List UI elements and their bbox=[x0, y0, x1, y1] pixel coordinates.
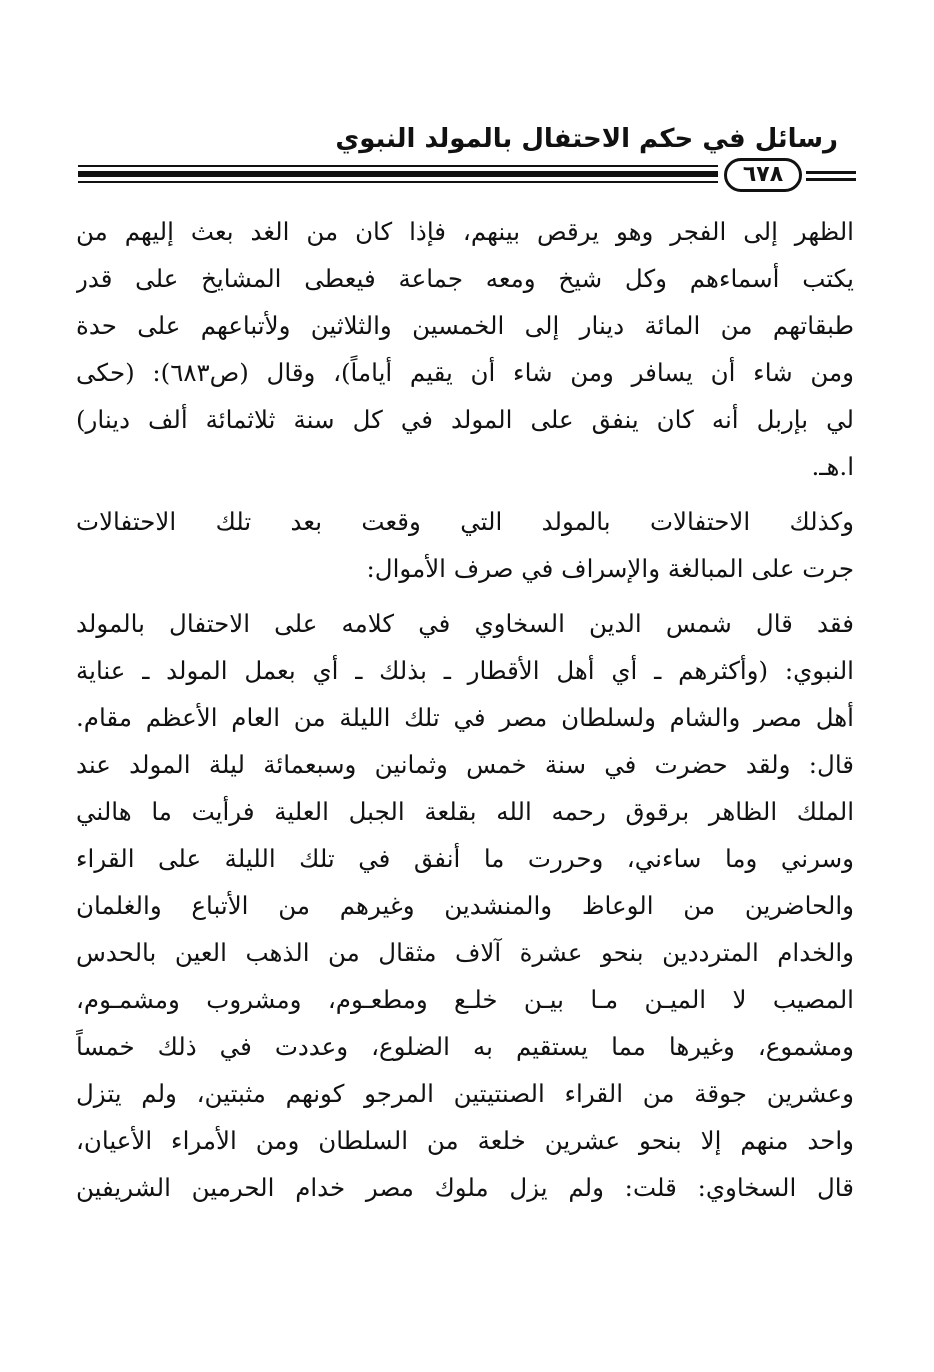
header-rule-thin-bottom bbox=[78, 181, 718, 183]
text-line: يكتب أسماءهم وكل شيخ ومعه جماعة فيعطى المشايخ على قدر bbox=[76, 264, 854, 293]
text-line: ومشموع، وغيرها مما يستقيم به الضلوع، وعددت في ذلك خمساً bbox=[76, 1032, 854, 1061]
body-text bbox=[76, 208, 854, 1211]
running-header-title: رسائل في حكم الاحتفال بالمولد النبوي bbox=[335, 124, 838, 154]
text-line: وعشرين جوقة من القراء الصنتيتين المرجو كونهم مثبتين، ولم يتزل bbox=[76, 1079, 854, 1108]
text-line: وسرني وما ساءني، وحررت ما أنفق في تلك الليلة على القراء bbox=[76, 844, 854, 873]
text-line: ومن شاء أن يسافر ومن شاء أن يقيم أياماً)، وقال (ص٦٨٣): (حكى bbox=[76, 358, 854, 387]
text-line: أهل مصر والشام ولسلطان مصر في تلك الليلة من العام الأعظم مقام. bbox=[76, 703, 854, 732]
paragraph-gap bbox=[76, 592, 854, 600]
header-rule-right-lower bbox=[806, 178, 856, 181]
page-number: ٦٧٨ bbox=[724, 158, 802, 192]
text-line: قال السخاوي: قلت: ولم يزل ملوك مصر خدام الحرمين الشريفين bbox=[76, 1173, 854, 1202]
paragraph bbox=[76, 208, 854, 490]
text-line: واحد منهم إلا بنحو عشرين خلعة من السلطان ومن الأمراء الأعيان، bbox=[76, 1126, 854, 1155]
paragraph-gap bbox=[76, 490, 854, 498]
header-rule-thin-top bbox=[78, 165, 718, 167]
text-line: الملك الظاهر برقوق رحمه الله بقلعة الجبل العلية فرأيت ما هالني bbox=[76, 797, 854, 826]
text-line: والخدام المترددين بنحو عشرة آلاف مثقال من الذهب العين بالحدس bbox=[76, 938, 854, 967]
text-line: الظهر إلى الفجر وهو يرقص بينهم، فإذا كان من الغد بعث إليهم من bbox=[76, 217, 854, 246]
paragraph bbox=[76, 600, 854, 1211]
text-line: لي بإربل أنه كان ينفق على المولد في كل سنة ثلاثمائة ألف دينار) bbox=[76, 405, 854, 434]
header-rule-thick bbox=[78, 171, 718, 177]
text-line: طبقاتهم من المائة دينار إلى الخمسين والثلاثين ولأتباعهم على حدة bbox=[76, 311, 854, 340]
text-line: النبوي: (وأكثرهم ـ أي أهل الأقطار ـ بذلك ـ أي بعمل المولد ـ عناية bbox=[76, 656, 854, 685]
text-line: والحاضرين من الوعاظ والمنشدين وغيرهم من الأتباع والغلمان bbox=[76, 891, 854, 920]
text-line: قال: ولقد حضرت في سنة خمس وثمانين وسبعمائة ليلة المولد عند bbox=[76, 750, 854, 779]
text-line: ا.هـ. bbox=[811, 452, 854, 481]
text-line: وكذلك الاحتفالات بالمولد التي وقعت بعد تلك الاحتفالات bbox=[76, 507, 854, 536]
text-line: جرت على المبالغة والإسراف في صرف الأموال: bbox=[366, 554, 854, 583]
header-rule-right-upper bbox=[806, 171, 856, 174]
paragraph bbox=[76, 498, 854, 592]
text-line: المصيب لا الميـن مـا بيـن خلـع ومطعـوم، ومشروب ومشمـوم، bbox=[76, 985, 854, 1014]
text-line: فقد قال شمس الدين السخاوي في كلامه على الاحتفال بالمولد bbox=[76, 609, 854, 638]
